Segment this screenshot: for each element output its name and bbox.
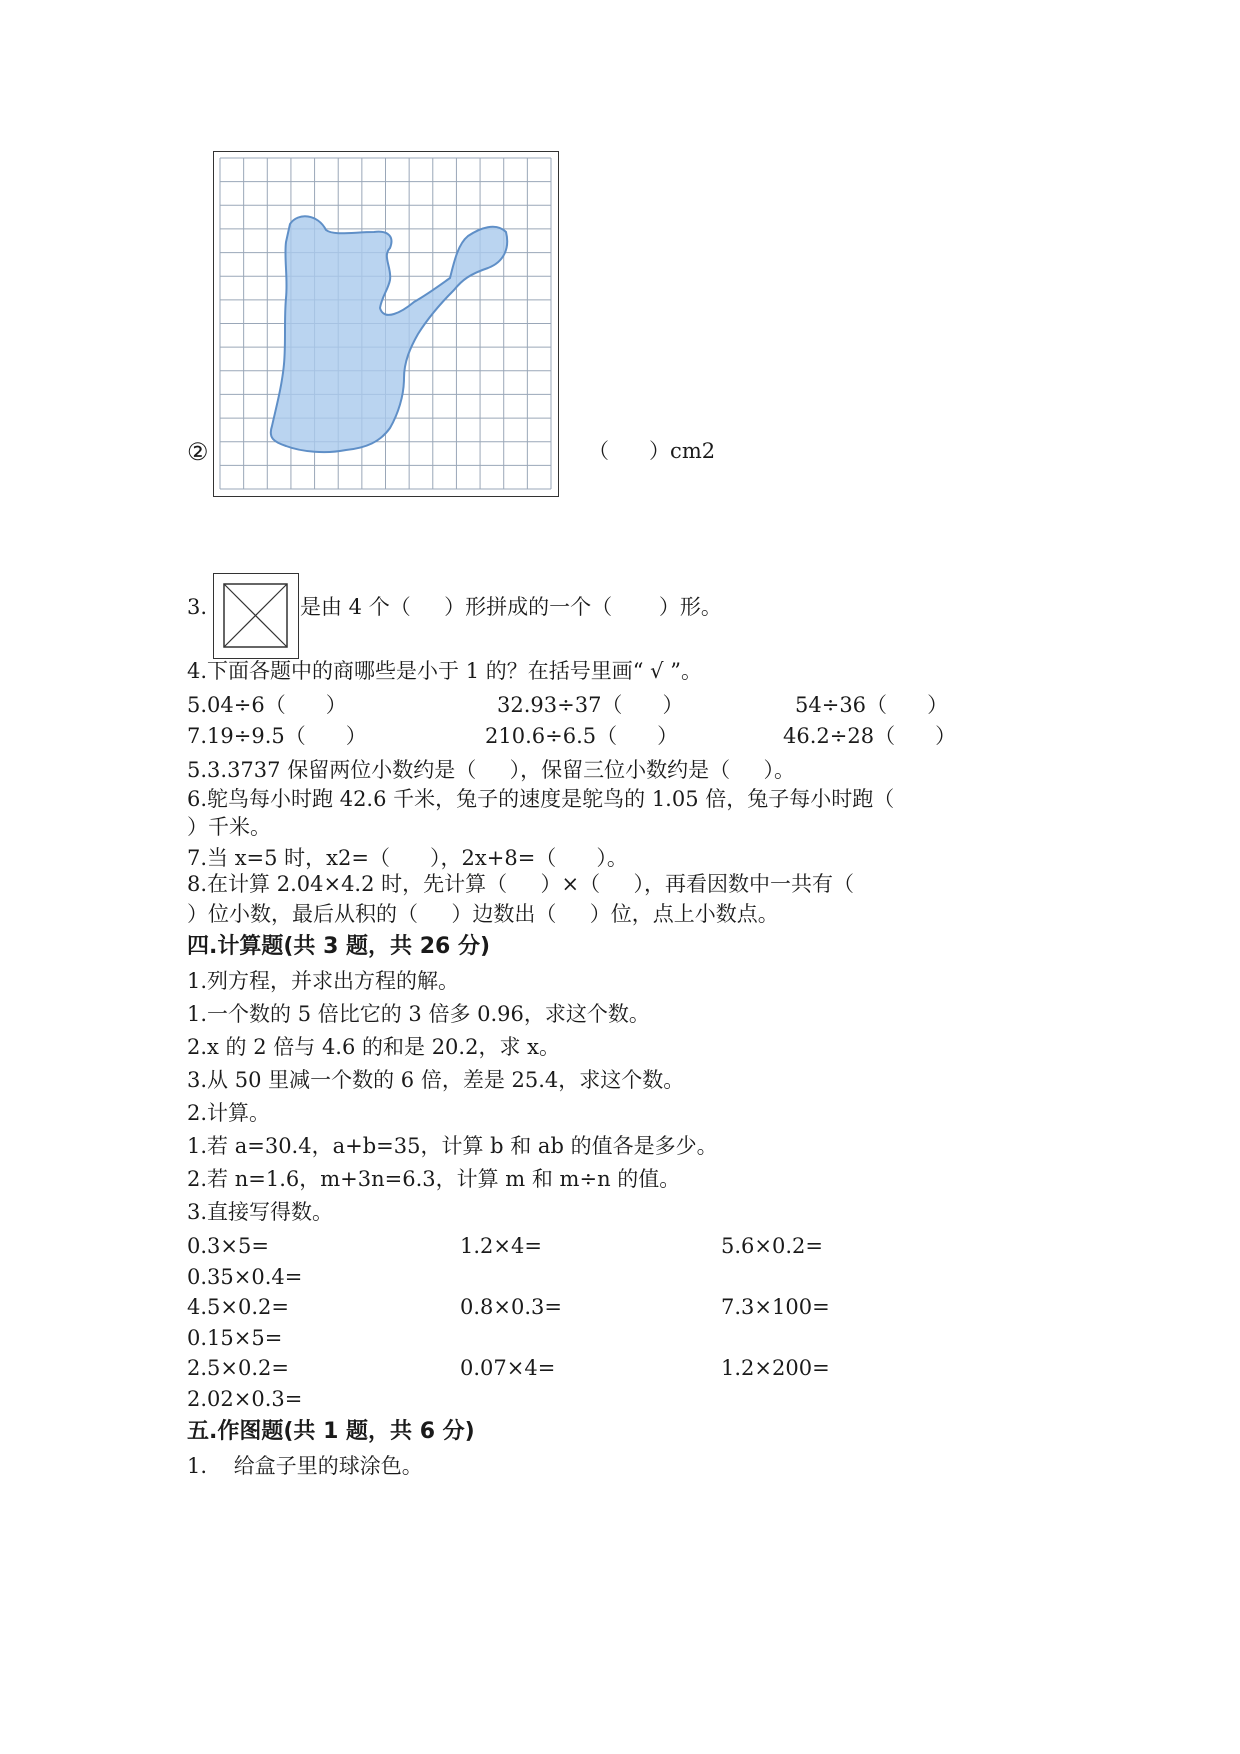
calc-item: 4.5×0.2= [187, 1295, 289, 1319]
q4-item: 7.19÷9.5（ ） [187, 724, 367, 748]
q8-line2: ）位小数，最后从积的（ ）边数出（ ）位，点上小数点。 [187, 902, 779, 926]
calc-item: 1.2×200= [721, 1356, 830, 1380]
grid-figure-svg [214, 152, 557, 495]
q4-title: 4.下面各题中的商哪些是小于 1 的？在括号里画“ √ ”。 [187, 659, 702, 683]
calc-item: 0.35×0.4= [187, 1265, 303, 1289]
calc-item: 5.6×0.2= [721, 1234, 823, 1258]
calc-item: 2.02×0.3= [187, 1387, 303, 1411]
section4-item: 3.直接写得数。 [187, 1200, 334, 1224]
q3-text: 是由 4 个（ ）形拼成的一个（ ）形。 [300, 595, 722, 619]
q6-line2: ）千米。 [187, 815, 271, 839]
q4-item: 54÷36（ ） [795, 693, 949, 717]
figure-answer-blank: （ ）cm2 [588, 439, 716, 463]
q4-item: 210.6÷6.5（ ） [485, 724, 679, 748]
q4-item: 46.2÷28（ ） [783, 724, 957, 748]
section5-item: 1. 给盒子里的球涂色。 [187, 1454, 423, 1478]
section4-item: 1.若 a=30.4，a+b=35，计算 b 和 ab 的值各是多少。 [187, 1134, 718, 1158]
square-diagonals-icon [214, 574, 297, 657]
q4-item: 5.04÷6（ ） [187, 693, 347, 717]
square-figure [213, 573, 299, 659]
q3-number: 3. [187, 595, 208, 619]
calc-item: 0.07×4= [460, 1356, 556, 1380]
section4-item: 1.一个数的 5 倍比它的 3 倍多 0.96，求这个数。 [187, 1002, 650, 1026]
calc-item: 0.8×0.3= [460, 1295, 562, 1319]
section4-item: 2.x 的 2 倍与 4.6 的和是 20.2，求 x。 [187, 1035, 560, 1059]
q5-text: 5.3.3737 保留两位小数约是（ ），保留三位小数约是（ ）。 [187, 758, 795, 782]
q6-line1: 6.鸵鸟每小时跑 42.6 千米，兔子的速度是鸵鸟的 1.05 倍，兔子每小时跑（ [187, 787, 895, 811]
q8-line1: 8.在计算 2.04×4.2 时，先计算（ ）×（ ），再看因数中一共有（ [187, 872, 854, 896]
section4-item: 2.若 n=1.6，m+3n=6.3，计算 m 和 m÷n 的值。 [187, 1167, 681, 1191]
section4-item: 1.列方程，并求出方程的解。 [187, 969, 460, 993]
calc-item: 7.3×100= [721, 1295, 830, 1319]
figure-marker: ② [187, 438, 209, 466]
section5-heading: 五.作图题(共 1 题，共 6 分) [187, 1419, 475, 1444]
q7-text: 7.当 x=5 时，x2=（ ），2x+8=（ ）。 [187, 846, 628, 870]
calc-item: 0.3×5= [187, 1234, 269, 1258]
calc-item: 0.15×5= [187, 1326, 283, 1350]
q4-item: 32.93÷37（ ） [497, 693, 684, 717]
grid-figure [213, 151, 559, 497]
calc-item: 2.5×0.2= [187, 1356, 289, 1380]
irregular-shape [271, 216, 507, 452]
section4-heading: 四.计算题(共 3 题，共 26 分) [187, 934, 491, 959]
section4-item: 2.计算。 [187, 1101, 271, 1125]
calc-item: 1.2×4= [460, 1234, 542, 1258]
section4-item: 3.从 50 里减一个数的 6 倍，差是 25.4，求这个数。 [187, 1068, 685, 1092]
